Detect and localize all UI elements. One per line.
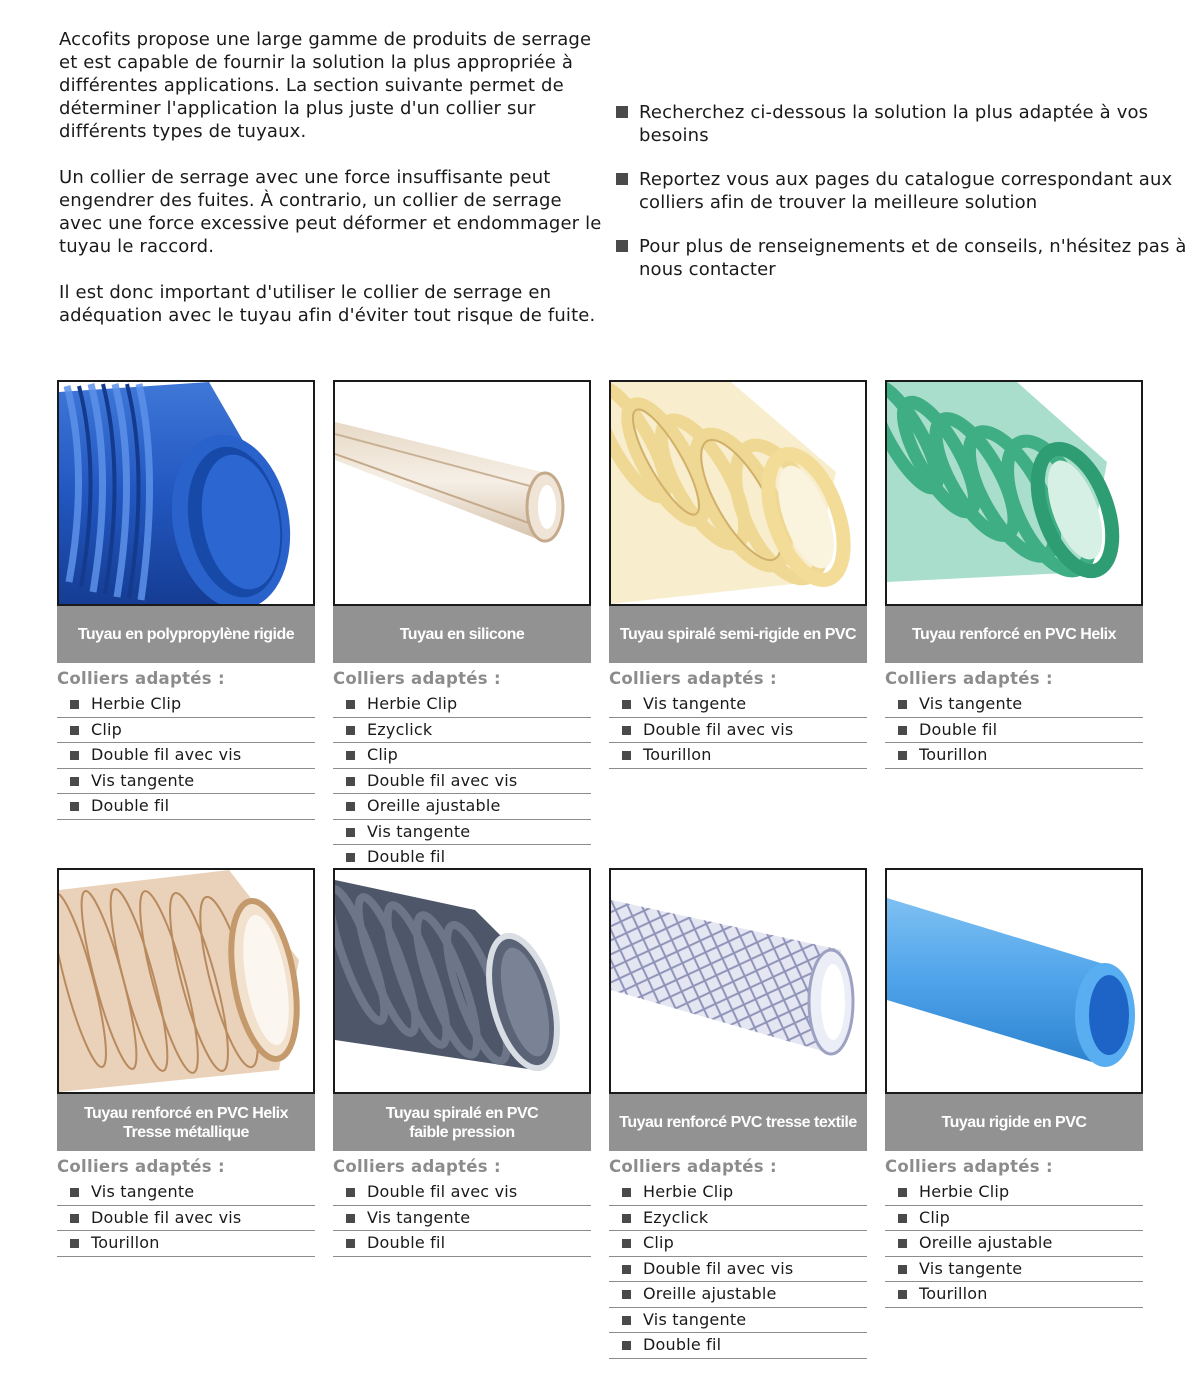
clamp-item — [57, 794, 315, 820]
clamp-item — [333, 692, 591, 718]
square-bullet-icon — [70, 777, 79, 786]
square-bullet-icon — [346, 700, 355, 709]
clamp-item — [57, 1231, 315, 1257]
square-bullet-icon — [70, 700, 79, 709]
square-bullet-icon — [70, 751, 79, 760]
clamp-item — [333, 845, 591, 871]
intro-paragraph: Accofits propose une large gamme de produits de serrage et est capable de fournir la solution la plus appropriée à différentes applications. La section suivante permet de déterminer l'application la plus juste d'un collier sur différents types de tuyaux. — [59, 29, 592, 142]
square-bullet-icon — [622, 1214, 631, 1223]
clamp-list — [57, 1180, 315, 1257]
clamp-name: Oreille ajustable — [919, 1233, 1053, 1252]
clamp-name: Double fil avec vis — [643, 719, 794, 739]
square-bullet-icon — [616, 173, 628, 185]
step-item — [616, 168, 1188, 214]
clamp-name: Herbie Clip — [91, 694, 182, 713]
hose-title: Tuyau renforcé en PVC Helix — [885, 606, 1143, 663]
clamp-item — [333, 794, 591, 820]
square-bullet-icon — [616, 106, 628, 118]
clamp-item — [885, 1180, 1143, 1206]
square-bullet-icon — [622, 1341, 631, 1350]
clamp-name: Vis tangente — [91, 770, 195, 790]
clamp-item — [609, 1308, 867, 1334]
clamp-list — [609, 692, 867, 769]
square-bullet-icon — [70, 1188, 79, 1197]
hose-photo — [609, 380, 867, 606]
clamp-item — [333, 820, 591, 846]
compatible-clamps-heading: Colliers adaptés : — [57, 1157, 225, 1176]
clamp-list — [333, 692, 591, 871]
hose-card — [333, 868, 591, 1257]
clamp-name: Double fil avec vis — [367, 770, 518, 790]
compatible-clamps-heading: Colliers adaptés : — [885, 1157, 1053, 1176]
clamp-name: Double fil avec vis — [367, 1182, 518, 1201]
steps-list — [616, 101, 1188, 302]
step-text: Recherchez ci-dessous la solution la plus adaptée à vos besoins — [639, 102, 1149, 146]
clamp-item — [609, 718, 867, 744]
cream-spiral-hose-icon — [611, 382, 865, 604]
clamp-list — [57, 692, 315, 820]
square-bullet-icon — [622, 1316, 631, 1325]
clear-silicone-tube-icon — [335, 382, 589, 604]
step-text: Pour plus de renseignements et de conseils, n'hésitez pas à nous contacter — [639, 236, 1187, 280]
hose-title: Tuyau en polypropylène rigide — [57, 606, 315, 663]
hose-photo — [885, 868, 1143, 1094]
clamp-item — [609, 1333, 867, 1359]
clamp-list — [333, 1180, 591, 1257]
clamp-item — [57, 692, 315, 718]
intro-paragraph: Un collier de serrage avec une force insuffisante peut engendrer des fuites. À contrario, un collier de serrage avec une force excessive peut déformer et endommager le tuyau le raccord. — [59, 167, 602, 257]
clamp-item — [609, 1206, 867, 1232]
clamp-name: Clip — [367, 745, 399, 764]
green-helix-hose-icon — [887, 382, 1141, 604]
clamp-name: Vis tangente — [367, 1207, 471, 1227]
clamp-name: Double fil avec vis — [91, 1207, 242, 1227]
hose-title: Tuyau renforcé en PVC Helix Tresse métallique — [57, 1094, 315, 1151]
clamp-item — [609, 1180, 867, 1206]
clamp-name: Tourillon — [91, 1233, 160, 1252]
compatible-clamps-heading: Colliers adaptés : — [333, 1157, 501, 1176]
clamp-item — [333, 1231, 591, 1257]
clamp-name: Tourillon — [919, 745, 988, 764]
hose-card — [57, 380, 315, 820]
clamp-name: Double fil — [91, 796, 170, 815]
square-bullet-icon — [898, 1188, 907, 1197]
hose-photo — [609, 868, 867, 1094]
square-bullet-icon — [622, 1290, 631, 1299]
clamp-name: Double fil avec vis — [91, 745, 242, 764]
clamp-name: Tourillon — [919, 1284, 988, 1303]
clamp-item — [57, 1180, 315, 1206]
clamp-name: Oreille ajustable — [643, 1284, 777, 1303]
intro-paragraph: Il est donc important d'utiliser le collier de serrage en adéquation avec le tuyau afin d'éviter tout risque de fuite. — [59, 282, 596, 326]
square-bullet-icon — [622, 700, 631, 709]
square-bullet-icon — [898, 1239, 907, 1248]
square-bullet-icon — [70, 1239, 79, 1248]
clamp-item — [885, 743, 1143, 769]
hose-title: Tuyau en silicone — [333, 606, 591, 663]
square-bullet-icon — [622, 751, 631, 760]
clamp-name: Ezyclick — [367, 719, 433, 739]
hose-card — [885, 380, 1143, 769]
clamp-item — [333, 743, 591, 769]
compatible-clamps-heading: Colliers adaptés : — [609, 669, 777, 688]
square-bullet-icon — [346, 1188, 355, 1197]
clamp-list — [885, 692, 1143, 769]
clamp-item — [57, 743, 315, 769]
clamp-list — [609, 1180, 867, 1359]
clamp-name: Herbie Clip — [367, 694, 458, 713]
clamp-name: Clip — [91, 719, 123, 739]
clamp-name: Herbie Clip — [643, 1182, 734, 1201]
square-bullet-icon — [622, 1239, 631, 1248]
clamp-name: Tourillon — [643, 745, 712, 764]
hose-photo — [885, 380, 1143, 606]
square-bullet-icon — [346, 828, 355, 837]
square-bullet-icon — [346, 802, 355, 811]
compatible-clamps-heading: Colliers adaptés : — [333, 669, 501, 688]
square-bullet-icon — [70, 802, 79, 811]
clamp-list — [885, 1180, 1143, 1308]
clamp-item — [885, 1231, 1143, 1257]
hose-photo — [57, 380, 315, 606]
square-bullet-icon — [622, 726, 631, 735]
step-text: Reportez vous aux pages du catalogue correspondant aux colliers afin de trouver la meilleure solution — [639, 169, 1173, 213]
clamp-name: Vis tangente — [919, 694, 1023, 713]
clamp-name: Double fil — [643, 1335, 722, 1354]
clamp-name: Herbie Clip — [919, 1182, 1010, 1201]
square-bullet-icon — [616, 240, 628, 252]
square-bullet-icon — [622, 1265, 631, 1274]
square-bullet-icon — [346, 726, 355, 735]
square-bullet-icon — [346, 751, 355, 760]
square-bullet-icon — [346, 1239, 355, 1248]
clamp-name: Double fil — [367, 1233, 446, 1252]
square-bullet-icon — [70, 1214, 79, 1223]
clamp-item — [57, 718, 315, 744]
clamp-item — [885, 692, 1143, 718]
hose-photo — [57, 868, 315, 1094]
clamp-name: Clip — [919, 1207, 951, 1227]
amber-wire-helix-hose-icon — [59, 870, 313, 1092]
compatible-clamps-heading: Colliers adaptés : — [885, 669, 1053, 688]
grey-spiral-hose-icon — [335, 870, 589, 1092]
square-bullet-icon — [898, 726, 907, 735]
clamp-item — [885, 1282, 1143, 1308]
clamp-item — [609, 1282, 867, 1308]
hose-title: Tuyau renforcé PVC tresse textile — [609, 1094, 867, 1151]
light-blue-rigid-tube-icon — [887, 870, 1141, 1092]
clamp-item — [609, 1231, 867, 1257]
clamp-name: Vis tangente — [643, 694, 747, 713]
clamp-name: Clip — [643, 1233, 675, 1252]
clamp-item — [609, 1257, 867, 1283]
square-bullet-icon — [346, 1214, 355, 1223]
square-bullet-icon — [622, 1188, 631, 1197]
clamp-name: Vis tangente — [91, 1182, 195, 1201]
clamp-item — [333, 1206, 591, 1232]
hose-card — [885, 868, 1143, 1308]
square-bullet-icon — [898, 751, 907, 760]
hose-card — [333, 380, 591, 871]
clamp-item — [333, 1180, 591, 1206]
clamp-item — [885, 1257, 1143, 1283]
hose-title: Tuyau spiralé en PVC faible pression — [333, 1094, 591, 1151]
square-bullet-icon — [70, 726, 79, 735]
square-bullet-icon — [898, 1265, 907, 1274]
clamp-item — [609, 743, 867, 769]
clamp-name: Double fil avec vis — [643, 1258, 794, 1278]
square-bullet-icon — [898, 1214, 907, 1223]
clamp-name: Oreille ajustable — [367, 796, 501, 815]
hose-card — [609, 868, 867, 1359]
blue-corrugated-hose-icon — [59, 382, 313, 604]
step-item — [616, 235, 1188, 281]
hose-card — [57, 868, 315, 1257]
square-bullet-icon — [346, 853, 355, 862]
clear-braided-hose-icon — [611, 870, 865, 1092]
clamp-name: Double fil — [367, 847, 446, 866]
hose-photo — [333, 868, 591, 1094]
clamp-item — [57, 1206, 315, 1232]
clamp-item — [333, 769, 591, 795]
clamp-item — [57, 769, 315, 795]
intro-text — [59, 28, 607, 350]
clamp-item — [885, 718, 1143, 744]
square-bullet-icon — [898, 1290, 907, 1299]
clamp-item — [609, 692, 867, 718]
hose-card — [609, 380, 867, 769]
clamp-name: Vis tangente — [367, 821, 471, 841]
clamp-name: Vis tangente — [919, 1258, 1023, 1278]
clamp-name: Double fil — [919, 719, 998, 739]
square-bullet-icon — [346, 777, 355, 786]
compatible-clamps-heading: Colliers adaptés : — [609, 1157, 777, 1176]
step-item — [616, 101, 1188, 147]
square-bullet-icon — [898, 700, 907, 709]
clamp-name: Ezyclick — [643, 1207, 709, 1227]
compatible-clamps-heading: Colliers adaptés : — [57, 669, 225, 688]
hose-title: Tuyau spiralé semi-rigide en PVC — [609, 606, 867, 663]
hose-title: Tuyau rigide en PVC — [885, 1094, 1143, 1151]
clamp-item — [885, 1206, 1143, 1232]
hose-photo — [333, 380, 591, 606]
clamp-item — [333, 718, 591, 744]
clamp-name: Vis tangente — [643, 1309, 747, 1329]
